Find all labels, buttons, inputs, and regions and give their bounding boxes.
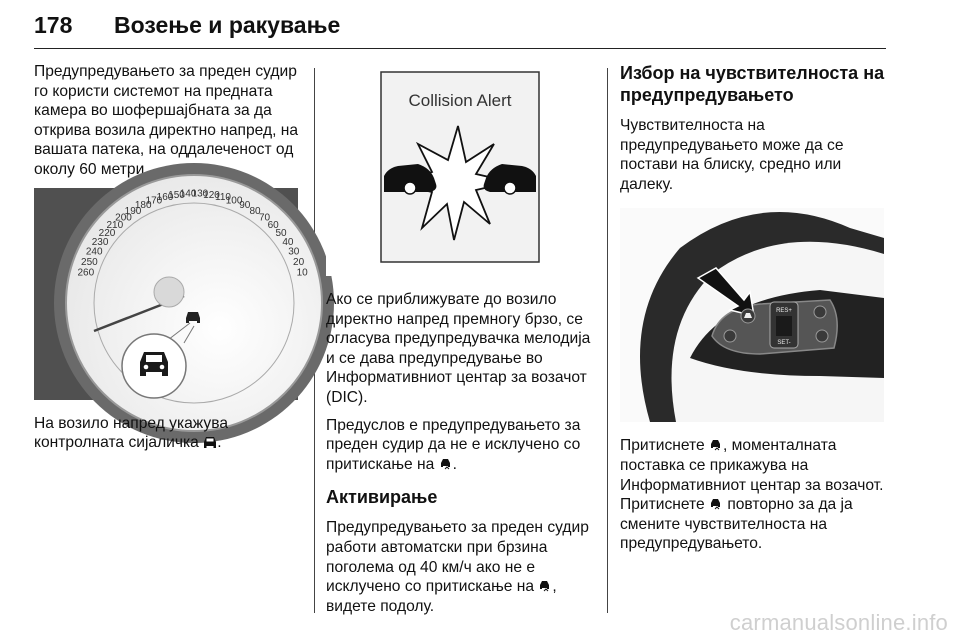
speed-tick-label: 150 <box>168 189 185 201</box>
speed-tick-label: 50 <box>275 227 287 239</box>
speed-tick-label: 130 <box>191 188 209 200</box>
activation-paragraph: Предупредувањето за преден судир работи автоматски при брзина поголема од 40 км/ч ако не е исклучено со притискање на , видете подолу. <box>326 519 589 615</box>
collision-alert-title: Collision Alert <box>408 91 512 110</box>
vehicle-ahead-icon <box>203 436 217 449</box>
speed-tick-label: 100 <box>225 195 243 207</box>
collision-button-icon <box>439 458 453 471</box>
speed-tick-label: 220 <box>98 227 116 239</box>
collision-button-icon <box>538 580 552 593</box>
column-divider-2 <box>607 68 608 613</box>
speed-tick-label: 120 <box>203 189 220 201</box>
chapter-title: Возење и ракување <box>114 12 341 38</box>
intro-paragraph: Предупредувањето за преден судир го користи системот на предната камера во шофершајбната за да открива возила директно напред, на вашата патека, на оддалеченост од околу 60 метри. <box>34 63 299 178</box>
speed-tick-label: 140 <box>179 188 197 200</box>
speed-tick-label: 110 <box>215 191 231 203</box>
speed-tick-label: 10 <box>296 267 308 279</box>
page-number: 178 <box>34 12 73 38</box>
collision-button-icon <box>709 498 723 511</box>
speed-tick-label: 30 <box>288 246 300 258</box>
needle-hub <box>154 277 184 307</box>
speed-tick-label: 210 <box>106 219 124 231</box>
sensitivity-heading: Избор на чувствителноста на предупредувањето <box>620 63 885 105</box>
speed-tick-label: 180 <box>134 199 152 211</box>
speed-tick-label: 230 <box>91 236 109 248</box>
sensitivity-paragraph: Чувствителноста на предупредувањето може да се постави на блиску, средно или далеку. <box>620 117 844 193</box>
speed-tick-label: 250 <box>81 256 98 268</box>
approach-paragraph: Ако се приближувате до возило директно напред премногу брзо, се огласува предупредувачка мелодија и се дава предупредување во Информативниот центар за возачот (DIC). <box>326 291 591 406</box>
res-plus-label: RES+ <box>776 308 792 315</box>
press-paragraph: Притиснете , моменталната поставка се прикажува на Информативниот центар за возачот. Притиснете повторно за да ја смените чувствителноста на предупредувањето. <box>620 437 884 553</box>
precondition-paragraph: Предуслов е предупредувањето за преден судир да не е исклучено со притискање на . <box>326 416 581 473</box>
speedometer-figure <box>34 188 308 400</box>
collision-alert-figure <box>326 64 594 276</box>
column-middle <box>326 62 594 624</box>
cruise-button[interactable] <box>724 330 736 342</box>
speed-tick-label: 70 <box>258 211 271 223</box>
watermark-brand: carmanualsonline.info <box>729 610 948 635</box>
speed-tick-label: 240 <box>85 246 103 258</box>
speed-tick-label: 20 <box>293 256 305 268</box>
steering-wheel-figure <box>620 208 884 422</box>
res-set-rocker[interactable] <box>770 302 798 348</box>
speed-tick-label: 200 <box>115 211 132 223</box>
column-right <box>620 62 890 562</box>
speed-tick-label: 170 <box>145 195 163 207</box>
speed-tick-label: 190 <box>124 205 142 217</box>
cancel-button[interactable] <box>814 306 826 318</box>
speed-tick-label: 90 <box>239 199 251 211</box>
speed-tick-label: 160 <box>156 191 174 203</box>
figure-caption: На возило напред укажува контролната сијаличка . <box>34 414 228 452</box>
limiter-button[interactable] <box>816 330 828 342</box>
speed-tick-label: 80 <box>249 205 261 217</box>
column-left <box>34 62 308 461</box>
collision-button-icon <box>709 439 723 452</box>
collision-alert-button[interactable] <box>741 309 755 323</box>
speed-tick-label: 60 <box>267 219 279 231</box>
caption-text: На возило напред укажува контролната сијаличка <box>34 414 228 452</box>
speed-tick-label: 40 <box>282 236 294 248</box>
page-header <box>34 8 886 49</box>
activation-heading: Активирање <box>326 487 438 508</box>
set-minus-label: SET- <box>777 340 791 347</box>
speed-tick-label: 260 <box>77 267 95 279</box>
